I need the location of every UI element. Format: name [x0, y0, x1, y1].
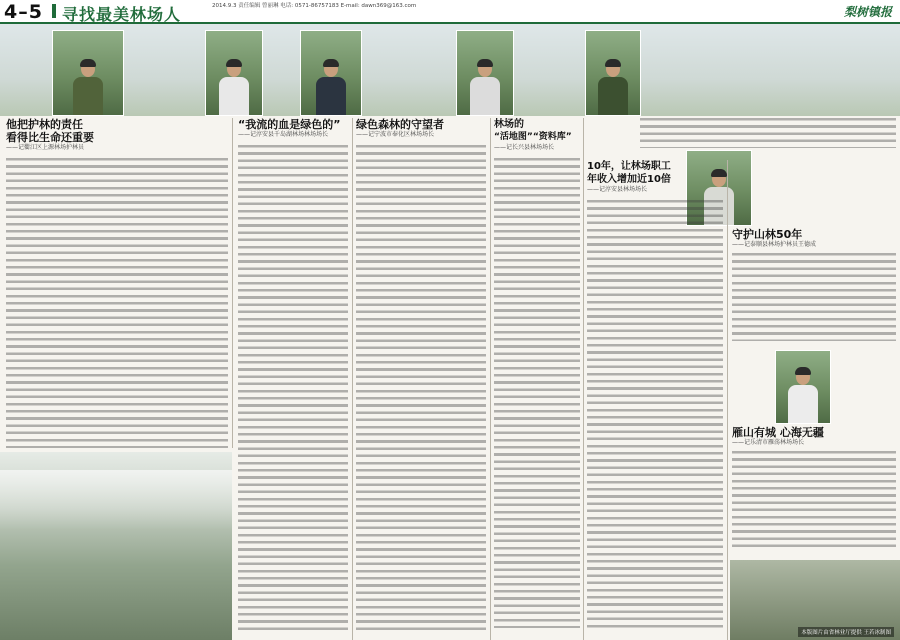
story-1-subtitle: ——记衢江区上源林场护林员 — [6, 144, 85, 151]
story-2 — [238, 118, 348, 640]
issue-date: 2014.9.3 — [212, 3, 237, 9]
story-7 — [732, 426, 896, 560]
editor: 责任编辑 曾丽琳 — [238, 3, 279, 9]
story-7-headline: 雁山有城 心海无疆 — [732, 426, 824, 439]
header-meta — [212, 3, 452, 10]
story-7-subtitle: ——记乐清市雁荡林场场长 — [732, 439, 805, 446]
story-4-headline-2: “活地图”“资料库” — [494, 132, 572, 142]
story-6-body — [732, 253, 896, 341]
forest-photo-strip — [0, 24, 900, 116]
portrait-photo-7 — [775, 350, 831, 424]
story-7-body — [732, 451, 896, 551]
story-1 — [6, 118, 228, 448]
story-5-top-text — [640, 118, 896, 148]
column-divider — [583, 118, 584, 640]
story-4-headline-1: 林场的 — [494, 119, 524, 130]
story-6-headline: 守护山林50年 — [732, 228, 803, 241]
story-5-body — [587, 200, 723, 630]
story-3-body — [356, 145, 486, 631]
story-1-headline-2: 看得比生命还重要 — [6, 131, 94, 144]
portrait-photo-2 — [205, 30, 263, 116]
email: E-mail: dawn369@163.com — [340, 3, 417, 9]
story-6 — [732, 228, 896, 348]
portrait-photo-5 — [585, 30, 641, 116]
phone: 电话: 0571-86757183 — [280, 3, 339, 9]
story-2-body — [238, 145, 348, 631]
story-2-headline: “我流的血是绿色的” — [238, 118, 341, 131]
story-4-body — [494, 158, 580, 628]
portrait-photo-3 — [300, 30, 362, 116]
story-5-subtitle: ——记淳安县林场场长 — [587, 186, 648, 193]
column-divider — [232, 118, 233, 448]
newspaper-masthead: 梨树镇报 — [843, 5, 892, 19]
story-1-body — [6, 158, 228, 448]
header-accent-bar — [52, 4, 56, 18]
story-5-headline-2: 年收入增加近10倍 — [587, 174, 671, 185]
story-3-headline: 绿色森林的守望者 — [356, 118, 444, 131]
column-divider — [352, 118, 353, 640]
story-4-subtitle: ——记长兴县林场场长 — [494, 144, 555, 151]
story-5-headline-1: 10年，让林场职工 — [587, 161, 671, 172]
story-6-subtitle: ——记泰顺县林场护林员王德成 — [732, 241, 817, 248]
page-number: 4–5 — [4, 1, 43, 23]
mist-overlay — [0, 470, 232, 530]
column-divider — [490, 118, 491, 640]
page-header — [0, 0, 900, 24]
photo-credit: 本版图片由省林业厅提供 王若冰制图 — [798, 627, 894, 637]
portrait-photo-1 — [52, 30, 124, 116]
page-title: 寻找最美林场人 — [62, 5, 182, 24]
story-4 — [494, 118, 580, 640]
story-1-headline-1: 他把护林的责任 — [6, 118, 83, 131]
story-5 — [587, 160, 723, 640]
portrait-photo-4 — [456, 30, 514, 116]
story-3-subtitle: ——记宁波市奉化区林场场长 — [356, 131, 435, 138]
story-3 — [356, 118, 486, 640]
column-divider — [727, 160, 728, 640]
story-2-subtitle: ——记淳安县千岛湖林场林场场长 — [238, 131, 329, 138]
